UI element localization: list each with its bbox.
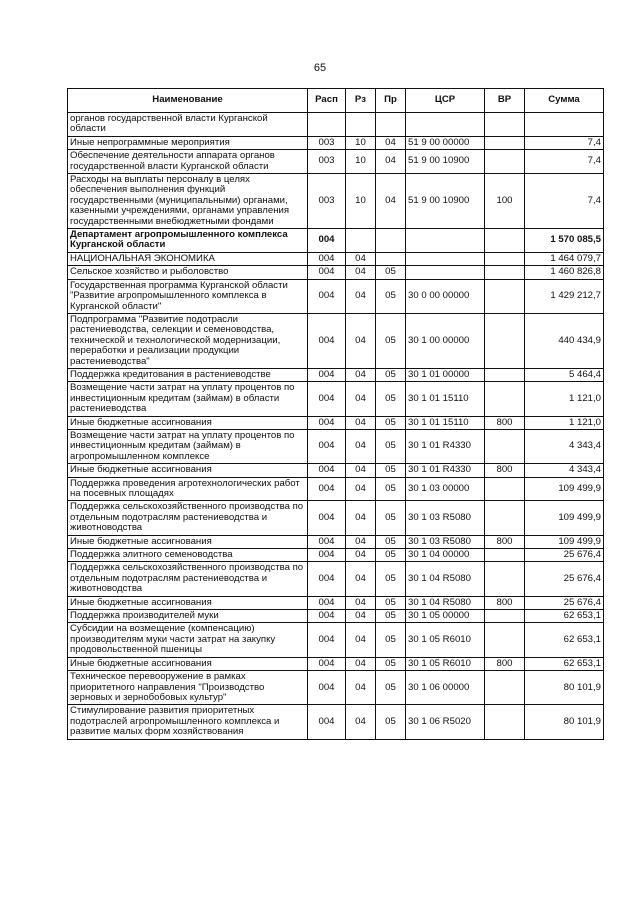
cell-csr bbox=[406, 229, 485, 253]
cell-rz: 10 bbox=[346, 150, 376, 174]
cell-sum: 7,4 bbox=[525, 150, 604, 174]
cell-rz: 04 bbox=[346, 596, 376, 609]
cell-rz: 04 bbox=[346, 549, 376, 562]
cell-rasp: 004 bbox=[308, 313, 346, 368]
cell-pr: 04 bbox=[376, 174, 406, 229]
cell-sum: 5 464,4 bbox=[525, 368, 604, 381]
cell-sum: 62 653,1 bbox=[525, 623, 604, 657]
cell-rz: 04 bbox=[346, 429, 376, 463]
cell-rz: 04 bbox=[346, 623, 376, 657]
cell-pr: 05 bbox=[376, 549, 406, 562]
cell-pr: 05 bbox=[376, 313, 406, 368]
table-row bbox=[68, 501, 604, 535]
cell-csr: 30 1 01 00000 bbox=[406, 368, 485, 381]
table-row bbox=[68, 477, 604, 501]
table-row bbox=[68, 279, 604, 313]
cell-csr: 30 1 01 R4330 bbox=[406, 429, 485, 463]
cell-sum: 4 343,4 bbox=[525, 464, 604, 477]
cell-csr bbox=[406, 113, 485, 137]
cell-csr: 30 1 04 R5080 bbox=[406, 596, 485, 609]
cell-rasp: 004 bbox=[308, 535, 346, 548]
cell-sum: 109 499,9 bbox=[525, 535, 604, 548]
cell-rasp: 003 bbox=[308, 174, 346, 229]
cell-csr: 30 1 05 R6010 bbox=[406, 623, 485, 657]
cell-rz bbox=[346, 229, 376, 253]
cell-csr bbox=[406, 266, 485, 279]
cell-name: Иные бюджетные ассигнования bbox=[68, 464, 308, 477]
cell-rasp: 004 bbox=[308, 229, 346, 253]
cell-vr bbox=[485, 429, 525, 463]
cell-csr: 30 1 00 00000 bbox=[406, 313, 485, 368]
cell-pr: 05 bbox=[376, 671, 406, 705]
cell-vr bbox=[485, 382, 525, 416]
cell-rz: 04 bbox=[346, 266, 376, 279]
cell-pr: 05 bbox=[376, 279, 406, 313]
cell-pr: 05 bbox=[376, 596, 406, 609]
cell-sum: 7,4 bbox=[525, 174, 604, 229]
cell-name: Поддержка сельскохозяйственного производства по отдельным подотраслям растениеводства и животноводства bbox=[68, 562, 308, 596]
cell-csr: 30 0 00 00000 bbox=[406, 279, 485, 313]
cell-rasp: 004 bbox=[308, 464, 346, 477]
cell-pr: 05 bbox=[376, 477, 406, 501]
cell-name: Поддержка кредитования в растениеводстве bbox=[68, 368, 308, 381]
header-rasp: Расп bbox=[308, 89, 346, 113]
cell-vr bbox=[485, 313, 525, 368]
cell-csr: 30 1 03 00000 bbox=[406, 477, 485, 501]
cell-vr: 800 bbox=[485, 416, 525, 429]
cell-name: Иные бюджетные ассигнования bbox=[68, 596, 308, 609]
cell-rz: 04 bbox=[346, 313, 376, 368]
cell-rasp: 004 bbox=[308, 549, 346, 562]
cell-vr bbox=[485, 279, 525, 313]
cell-pr: 04 bbox=[376, 136, 406, 149]
table-row bbox=[68, 657, 604, 670]
cell-vr bbox=[485, 368, 525, 381]
cell-rasp: 004 bbox=[308, 501, 346, 535]
cell-vr bbox=[485, 113, 525, 137]
cell-name: Стимулирование развития приоритетных подотраслей агропромышленного комплекса и развитие малых форм хозяйствования bbox=[68, 705, 308, 739]
cell-vr bbox=[485, 705, 525, 739]
table-row bbox=[68, 313, 604, 368]
header-name: Наименование bbox=[68, 89, 308, 113]
table-row bbox=[68, 174, 604, 229]
cell-rz: 04 bbox=[346, 705, 376, 739]
cell-name: Иные бюджетные ассигнования bbox=[68, 416, 308, 429]
cell-csr: 30 1 04 R5080 bbox=[406, 562, 485, 596]
cell-sum: 1 429 212,7 bbox=[525, 279, 604, 313]
cell-name: Поддержка сельскохозяйственного производства по отдельным подотраслям растениеводства и животноводства bbox=[68, 501, 308, 535]
cell-rz: 04 bbox=[346, 464, 376, 477]
cell-name: Поддержка элитного семеноводства bbox=[68, 549, 308, 562]
cell-vr bbox=[485, 562, 525, 596]
cell-rz: 04 bbox=[346, 477, 376, 501]
cell-rasp: 004 bbox=[308, 705, 346, 739]
cell-rasp: 004 bbox=[308, 382, 346, 416]
cell-vr bbox=[485, 671, 525, 705]
cell-sum: 7,4 bbox=[525, 136, 604, 149]
cell-name: Поддержка производителей муки bbox=[68, 610, 308, 623]
cell-sum: 440 434,9 bbox=[525, 313, 604, 368]
cell-csr: 30 1 01 15110 bbox=[406, 416, 485, 429]
budget-table bbox=[67, 88, 604, 740]
header-vr: ВР bbox=[485, 89, 525, 113]
cell-csr: 30 1 05 R6010 bbox=[406, 657, 485, 670]
cell-vr bbox=[485, 266, 525, 279]
cell-name: Возмещение части затрат на уплату процентов по инвестиционным кредитам (займам) в агропромышленном комплексе bbox=[68, 429, 308, 463]
cell-rz: 04 bbox=[346, 501, 376, 535]
cell-sum: 80 101,9 bbox=[525, 671, 604, 705]
cell-pr bbox=[376, 252, 406, 265]
table-row bbox=[68, 429, 604, 463]
cell-vr bbox=[485, 252, 525, 265]
cell-sum: 80 101,9 bbox=[525, 705, 604, 739]
table-row bbox=[68, 610, 604, 623]
table-row bbox=[68, 671, 604, 705]
cell-rz: 04 bbox=[346, 535, 376, 548]
cell-rasp: 004 bbox=[308, 279, 346, 313]
cell-vr bbox=[485, 229, 525, 253]
cell-name: Иные бюджетные ассигнования bbox=[68, 535, 308, 548]
cell-rz: 04 bbox=[346, 382, 376, 416]
table-row bbox=[68, 266, 604, 279]
cell-pr: 05 bbox=[376, 657, 406, 670]
cell-rasp: 004 bbox=[308, 368, 346, 381]
cell-rasp: 004 bbox=[308, 266, 346, 279]
cell-name: Государственная программа Курганской области "Развитие агропромышленного комплекса в Курганской области" bbox=[68, 279, 308, 313]
cell-rasp: 004 bbox=[308, 416, 346, 429]
cell-csr: 30 1 06 R5020 bbox=[406, 705, 485, 739]
cell-name: Подпрограмма "Развитие подотрасли растениеводства, селекции и семеноводства, технической и технологической модернизации, переработки и реализации продукции растениеводства" bbox=[68, 313, 308, 368]
cell-sum: 25 676,4 bbox=[525, 562, 604, 596]
cell-sum: 25 676,4 bbox=[525, 549, 604, 562]
cell-sum: 109 499,9 bbox=[525, 477, 604, 501]
cell-rz: 04 bbox=[346, 562, 376, 596]
cell-rz: 04 bbox=[346, 368, 376, 381]
cell-pr: 05 bbox=[376, 464, 406, 477]
cell-sum: 62 653,1 bbox=[525, 610, 604, 623]
cell-pr: 05 bbox=[376, 416, 406, 429]
cell-rasp: 003 bbox=[308, 150, 346, 174]
cell-rz bbox=[346, 113, 376, 137]
header-pr: Пр bbox=[376, 89, 406, 113]
table-row bbox=[68, 464, 604, 477]
cell-sum: 25 676,4 bbox=[525, 596, 604, 609]
cell-csr: 30 1 03 R5080 bbox=[406, 501, 485, 535]
cell-name: Иные непрограммные мероприятия bbox=[68, 136, 308, 149]
table-row bbox=[68, 549, 604, 562]
cell-sum: 4 343,4 bbox=[525, 429, 604, 463]
table-row bbox=[68, 113, 604, 137]
cell-name: Поддержка проведения агротехнологических работ на посевных площадях bbox=[68, 477, 308, 501]
cell-csr: 51 9 00 00000 bbox=[406, 136, 485, 149]
table-row bbox=[68, 623, 604, 657]
cell-rz: 04 bbox=[346, 671, 376, 705]
table-row bbox=[68, 136, 604, 149]
cell-rasp: 004 bbox=[308, 623, 346, 657]
header-sum: Сумма bbox=[525, 89, 604, 113]
cell-pr: 05 bbox=[376, 382, 406, 416]
table-row bbox=[68, 416, 604, 429]
cell-sum: 1 121,0 bbox=[525, 416, 604, 429]
cell-rz: 04 bbox=[346, 416, 376, 429]
cell-rz: 10 bbox=[346, 174, 376, 229]
cell-rasp: 004 bbox=[308, 252, 346, 265]
cell-rasp: 003 bbox=[308, 136, 346, 149]
table-row bbox=[68, 562, 604, 596]
cell-csr: 30 1 05 00000 bbox=[406, 610, 485, 623]
table-row bbox=[68, 368, 604, 381]
cell-csr: 30 1 01 15110 bbox=[406, 382, 485, 416]
cell-pr: 05 bbox=[376, 610, 406, 623]
table-row bbox=[68, 705, 604, 739]
cell-rasp: 004 bbox=[308, 610, 346, 623]
table-row bbox=[68, 252, 604, 265]
table-row bbox=[68, 382, 604, 416]
cell-rasp: 004 bbox=[308, 657, 346, 670]
cell-vr bbox=[485, 610, 525, 623]
cell-rz: 04 bbox=[346, 610, 376, 623]
cell-rasp bbox=[308, 113, 346, 137]
cell-sum bbox=[525, 113, 604, 137]
cell-vr bbox=[485, 549, 525, 562]
header-csr: ЦСР bbox=[406, 89, 485, 113]
table-row bbox=[68, 229, 604, 253]
cell-sum: 1 121,0 bbox=[525, 382, 604, 416]
cell-name: Обеспечение деятельности аппарата органов государственной власти Курганской области bbox=[68, 150, 308, 174]
cell-pr: 05 bbox=[376, 562, 406, 596]
cell-csr bbox=[406, 252, 485, 265]
cell-csr: 51 9 00 10900 bbox=[406, 150, 485, 174]
cell-pr: 05 bbox=[376, 535, 406, 548]
table-header-row bbox=[68, 89, 604, 113]
header-rz: Рз bbox=[346, 89, 376, 113]
cell-csr: 30 1 06 00000 bbox=[406, 671, 485, 705]
cell-sum: 1 464 079,7 bbox=[525, 252, 604, 265]
cell-pr bbox=[376, 113, 406, 137]
table-row bbox=[68, 150, 604, 174]
cell-vr bbox=[485, 477, 525, 501]
cell-pr: 05 bbox=[376, 266, 406, 279]
cell-vr: 100 bbox=[485, 174, 525, 229]
cell-sum: 1 570 085,5 bbox=[525, 229, 604, 253]
cell-name: Департамент агропромышленного комплекса Курганской области bbox=[68, 229, 308, 253]
cell-name: Техническое перевооружение в рамках приоритетного направления "Производство зерновых и зернобобовых культур" bbox=[68, 671, 308, 705]
cell-sum: 109 499,9 bbox=[525, 501, 604, 535]
cell-rasp: 004 bbox=[308, 477, 346, 501]
cell-rz: 04 bbox=[346, 657, 376, 670]
cell-name: НАЦИОНАЛЬНАЯ ЭКОНОМИКА bbox=[68, 252, 308, 265]
cell-rz: 04 bbox=[346, 279, 376, 313]
cell-csr: 30 1 03 R5080 bbox=[406, 535, 485, 548]
cell-pr: 05 bbox=[376, 429, 406, 463]
cell-name: Расходы на выплаты персоналу в целях обеспечения выполнения функций государственными (муниципальными) органами, казенными учреждениями, органами управления государственными внебюджетными фондами bbox=[68, 174, 308, 229]
cell-rz: 10 bbox=[346, 136, 376, 149]
cell-csr: 30 1 01 R4330 bbox=[406, 464, 485, 477]
cell-name: Иные бюджетные ассигнования bbox=[68, 657, 308, 670]
cell-pr: 05 bbox=[376, 368, 406, 381]
cell-csr: 51 9 00 10900 bbox=[406, 174, 485, 229]
cell-pr: 05 bbox=[376, 705, 406, 739]
cell-vr: 800 bbox=[485, 596, 525, 609]
cell-vr bbox=[485, 136, 525, 149]
cell-rasp: 004 bbox=[308, 562, 346, 596]
cell-vr: 800 bbox=[485, 535, 525, 548]
cell-vr bbox=[485, 150, 525, 174]
cell-pr bbox=[376, 229, 406, 253]
table-row bbox=[68, 535, 604, 548]
cell-csr: 30 1 04 00000 bbox=[406, 549, 485, 562]
cell-rasp: 004 bbox=[308, 671, 346, 705]
cell-pr: 05 bbox=[376, 623, 406, 657]
cell-pr: 04 bbox=[376, 150, 406, 174]
cell-vr: 800 bbox=[485, 464, 525, 477]
table-row bbox=[68, 596, 604, 609]
cell-sum: 1 460 826,8 bbox=[525, 266, 604, 279]
cell-vr bbox=[485, 623, 525, 657]
cell-name: Субсидии на возмещение (компенсацию) производителям муки части затрат на закупку продовольственной пшеницы bbox=[68, 623, 308, 657]
cell-rasp: 004 bbox=[308, 596, 346, 609]
cell-pr: 05 bbox=[376, 501, 406, 535]
cell-sum: 62 653,1 bbox=[525, 657, 604, 670]
cell-vr bbox=[485, 501, 525, 535]
cell-vr: 800 bbox=[485, 657, 525, 670]
cell-rz: 04 bbox=[346, 252, 376, 265]
cell-name: Сельское хозяйство и рыболовство bbox=[68, 266, 308, 279]
cell-rasp: 004 bbox=[308, 429, 346, 463]
cell-name: органов государственной власти Курганской области bbox=[68, 113, 308, 137]
page-number: 65 bbox=[313, 62, 327, 74]
cell-name: Возмещение части затрат на уплату процентов по инвестиционным кредитам (займам) в области растениеводства bbox=[68, 382, 308, 416]
